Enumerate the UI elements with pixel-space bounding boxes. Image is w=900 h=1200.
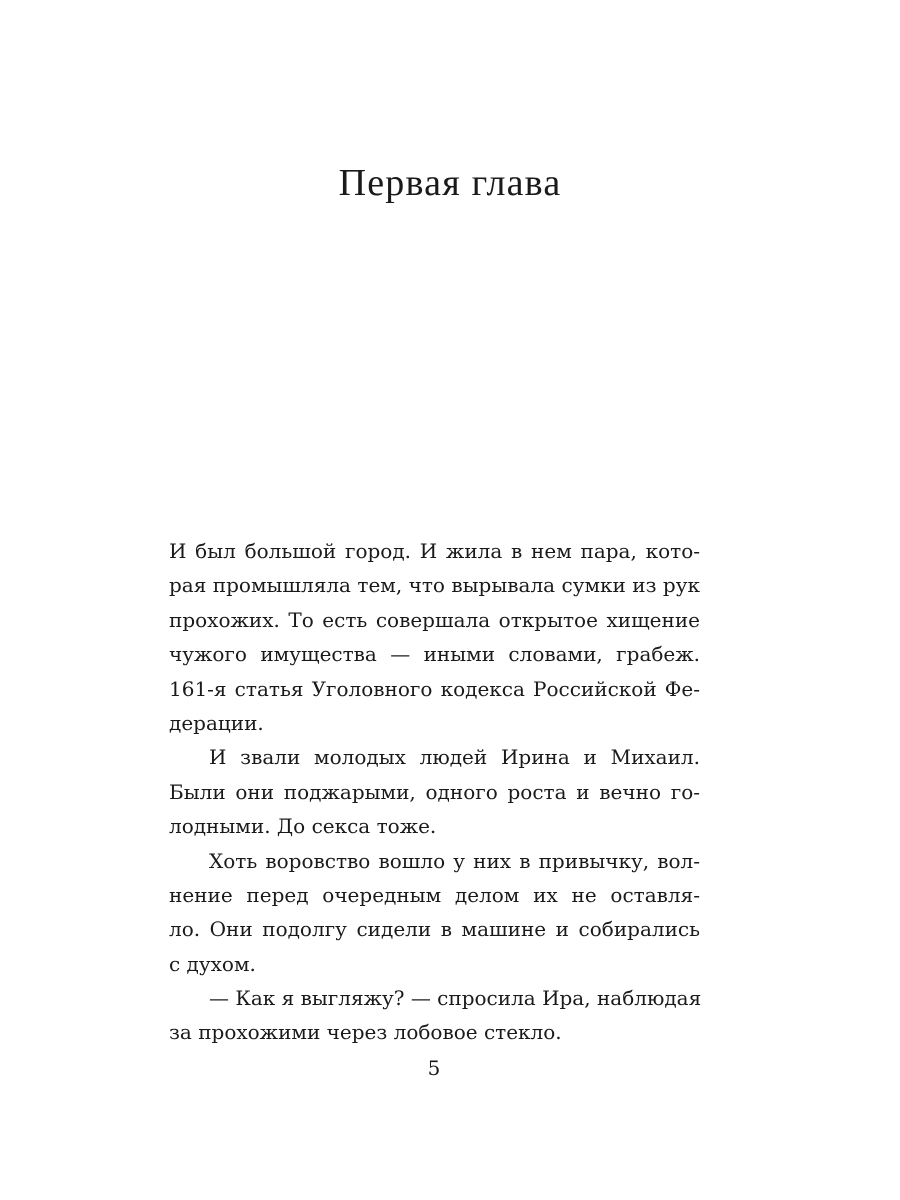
text-line: И был большой город. И жила в нем пара, кото- [169,539,700,563]
text-line: чужого имущества — иными словами, грабеж. [169,642,700,667]
text-line: — Как я выгляжу? — спросила Ира, наблюдая [209,986,702,1011]
text-line: лодными. До секса тоже. [169,814,437,839]
text-line: ло. Они подолгу сидели в машине и собирались [169,917,700,942]
text-line: прохожих. То есть совершала открытое хищение [169,607,700,632]
page-number: 5 [427,1056,441,1080]
paragraph-1 [169,534,700,740]
body-text [169,534,700,1050]
text-line: 161-я статья Уголовного кодекса Российской Фе- [169,676,700,701]
text-line: дерации. [169,710,264,735]
text-line: Хоть воровство вошло у них в привычку, вол- [209,848,700,873]
text-line: И звали молодых людей Ирина и Михаил. [209,745,700,770]
paragraph-3 [169,844,700,982]
chapter-title: Первая глава [338,162,562,204]
paragraph-4 [169,981,700,1050]
text-line: нение перед очередным делом их не оставля- [169,882,700,907]
paragraph-2 [169,740,700,843]
text-line: рая промышляла тем, что вырывала сумки из рук [169,573,700,598]
text-line: Были они поджарыми, одного роста и вечно го- [169,779,700,804]
text-line: за прохожими через лобовое стекло. [169,1020,562,1045]
text-line: с духом. [169,951,256,976]
